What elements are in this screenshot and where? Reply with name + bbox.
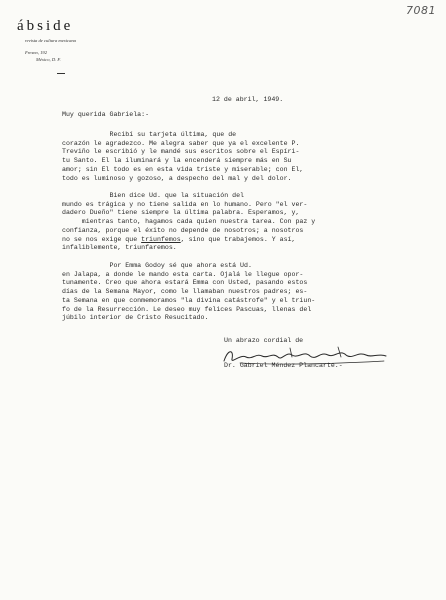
archive-number: 7081	[406, 4, 436, 17]
letter-signer: Dr. Gabriel Méndez Plancarte.-	[224, 362, 343, 369]
letter-date: 12 de abril, 1949.	[212, 96, 284, 103]
letterhead-divider	[57, 73, 65, 74]
letterhead-city: México, D. F.	[36, 57, 61, 62]
underlined-word: triunfemos	[141, 235, 181, 243]
letterhead-address: Fresno, 192	[25, 49, 48, 55]
letter-paragraph-2	[62, 192, 315, 253]
letter-paragraph-3: Por Emma Godoy sé que ahora está Ud. en Jalapa, a donde le mando esta carta. Ojalá le llegue opor- tunamente. Creo que ahora estará Emma con Usted, pasando estos días de la Semana Mayor, como le llamaban nuestros padres; es- ta Semana en que conmemoramos "la divina catástrofe" y el triun- fo de la Resurrección. Le deseo muy felices Pascuas, llenas del júbilo interior de Cristo Resucitado.	[62, 262, 316, 322]
paragraph-2-text-start: Bien dice Ud. que la situación del mundo es trágica y no tiene salida en lo humano. Pero "el ver- dadero Dueño" tiene siempre la última palabra. Esperamos, y, mientras tanto, hagamos cada quien nuestra tarea. Con paz y confianza, porque el éxito no depende de nosotros; a nosotros no se nos exige que	[62, 192, 316, 243]
letterhead-subtitle: revista de cultura mexicana	[25, 38, 76, 43]
letter-paragraph-1: Recibí su tarjeta última, que de corazón le agradezco. Me alegra saber que ya el excelente P. Treviño le escribió y le mandé sus escritos sobre el Espíri- tu Santo. El la iluminará y la encenderá siempre más en Su amor; sin El todo es en esta vida triste y miserable; con El, todo es luminoso y gozoso, a despecho del mal y del dolor.	[62, 131, 304, 182]
letter-salutation: Muy querida Gabriela:-	[62, 111, 150, 118]
paragraph-2-text-end: , sino que trabajemos. Y así, infaliblemente, triunfaremos.	[62, 235, 296, 252]
letterhead-brand: ábside	[17, 18, 74, 34]
letter-closing: Un abrazo cordial de	[224, 337, 304, 344]
letterhead	[17, 18, 147, 74]
